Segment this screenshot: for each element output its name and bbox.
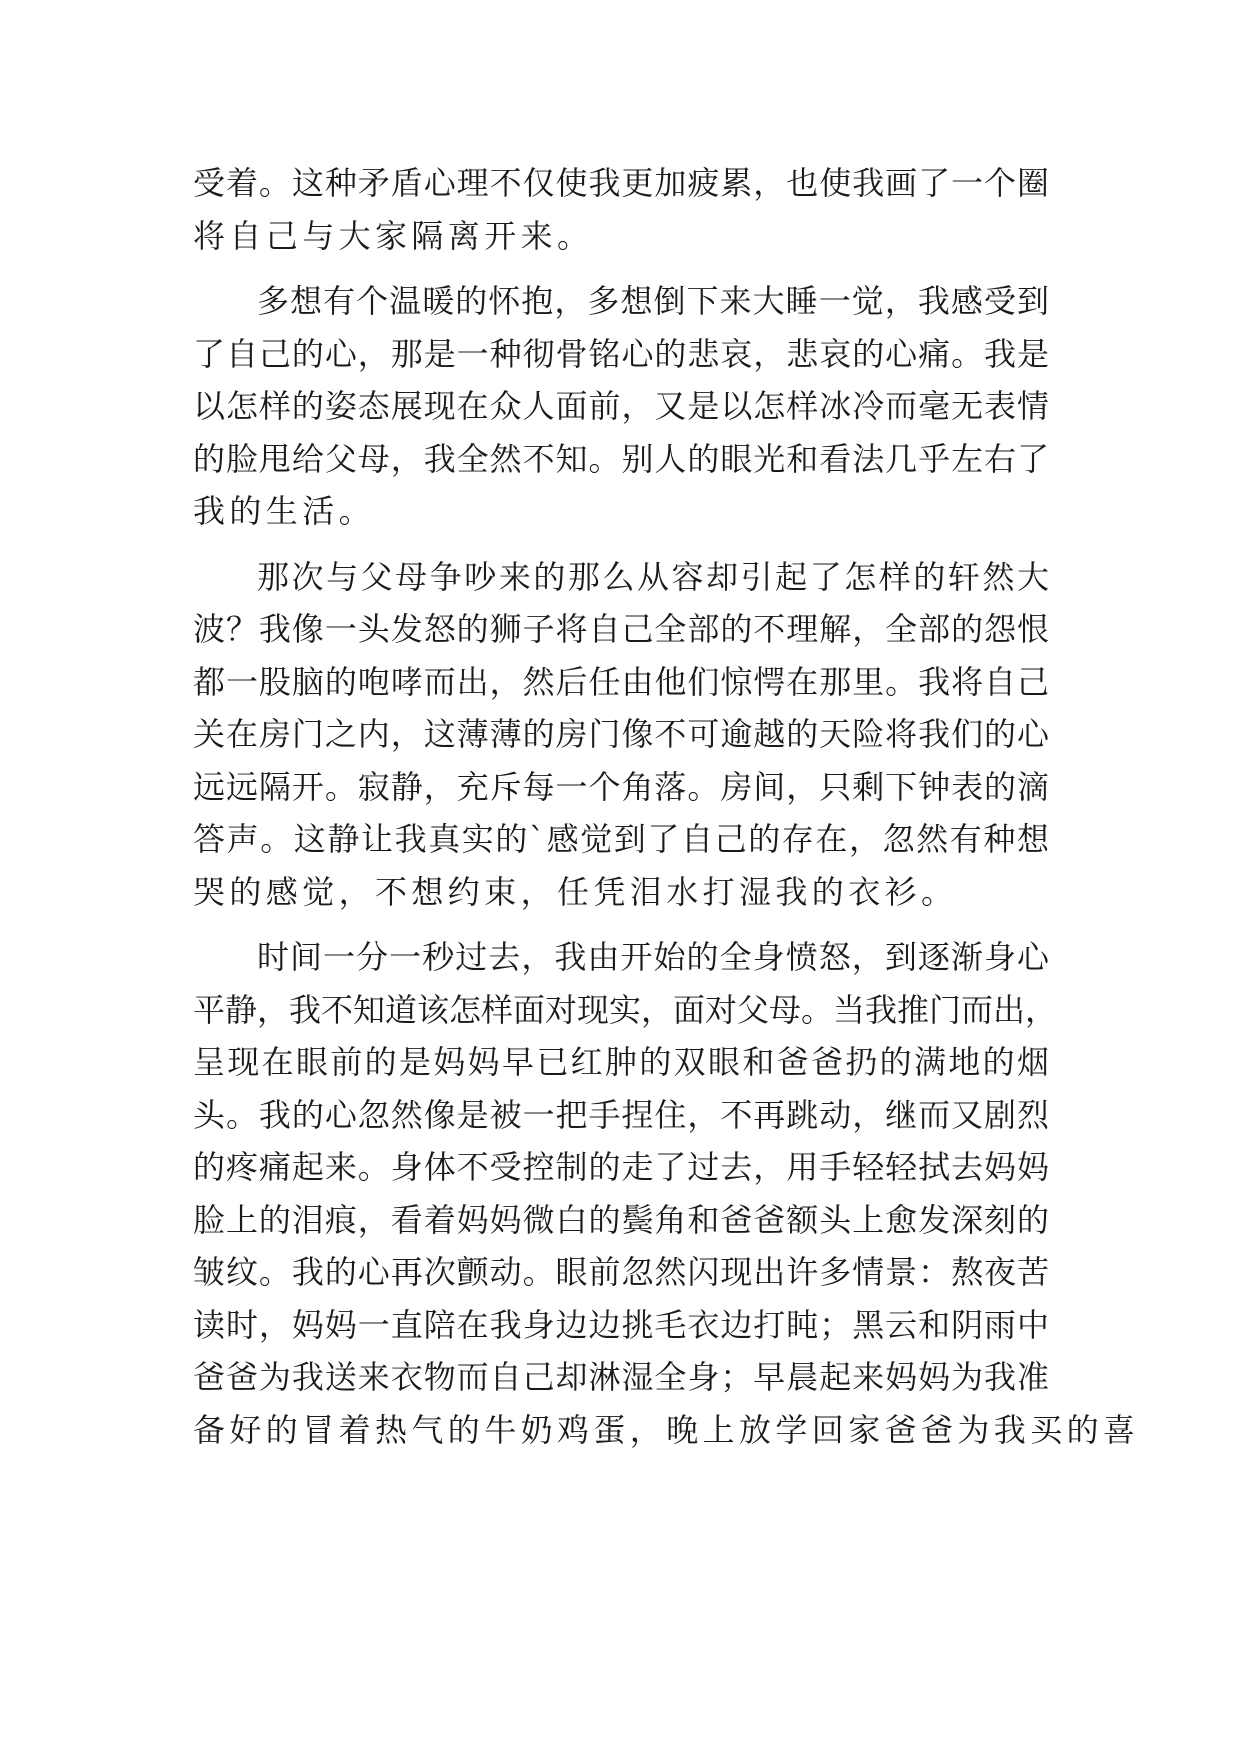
text-line: 远远隔开。寂静，充斥每一个角落。房间，只剩下钟表的滴 (193, 767, 1049, 806)
text-line: 脸上的泪痕，看着妈妈微白的鬓角和爸爸额头上愈发深刻的 (193, 1200, 1049, 1239)
text-line: 波？我像一头发怒的狮子将自己全部的不理解，全部的怨恨 (193, 610, 1049, 648)
body-text (193, 157, 1140, 1469)
text-line: 那次与父母争吵来的那么从容却引起了怎样的轩然大 (257, 557, 1049, 596)
text-line: 呈现在眼前的是妈妈早已红肿的双眼和爸爸扔的满地的烟 (193, 1043, 1049, 1081)
paragraph (193, 551, 1049, 919)
text-line: 的疼痛起来。身体不受控制的走了过去，用手轻轻拭去妈妈 (193, 1148, 1049, 1186)
text-line: 平静，我不知道该怎样面对现实，面对父母。当我推门而出， (193, 990, 1058, 1029)
text-line: 皱纹。我的心再次颤动。眼前忽然闪现出许多情景：熬夜苦 (193, 1253, 1049, 1291)
text-line: 哭的感觉，不想约束，任凭泪水打湿我的衣衫。 (193, 872, 958, 911)
paragraph (193, 931, 1140, 1456)
text-line: 受着。这种矛盾心理不仅使我更加疲累，也使我画了一个圈 (193, 164, 1049, 202)
text-line: 都一股脑的咆哮而出，然后任由他们惊愕在那里。我将自己 (193, 662, 1049, 701)
text-line: 头。我的心忽然像是被一把手捏住，不再跳动，继而又剧烈 (193, 1095, 1049, 1134)
text-line: 读时，妈妈一直陪在我身边边挑毛衣边打盹；黑云和阴雨中 (193, 1305, 1049, 1344)
text-line: 关在房门之内，这薄薄的房门像不可逾越的天险将我们的心 (193, 715, 1049, 753)
text-line: 的脸甩给父母，我全然不知。别人的眼光和看法几乎左右了 (193, 439, 1049, 478)
text-line: 以怎样的姿态展现在众人面前，又是以怎样冰冷而毫无表情 (193, 387, 1049, 425)
text-line: 爸爸为我送来衣物而自己却淋湿全身；早晨起来妈妈为我准 (193, 1358, 1049, 1396)
text-line: 将自己与大家隔离开来。 (193, 216, 594, 255)
text-line: 答声。这静让我真实的`感觉到了自己的存在，忽然有种想 (193, 820, 1049, 858)
text-line: 多想有个温暖的怀抱，多想倒下来大睡一觉，我感受到 (257, 282, 1049, 320)
text-line: 了自己的心，那是一种彻骨铭心的悲哀，悲哀的心痛。我是 (193, 334, 1049, 373)
paragraph (193, 157, 1049, 262)
text-line: 我的生活。 (193, 492, 376, 530)
paragraph (193, 275, 1049, 538)
text-line: 时间一分一秒过去，我由开始的全身愤怒，到逐渐身心 (257, 938, 1049, 976)
text-line: 备好的冒着热气的牛奶鸡蛋，晚上放学回家爸爸为我买的喜 (193, 1410, 1140, 1449)
